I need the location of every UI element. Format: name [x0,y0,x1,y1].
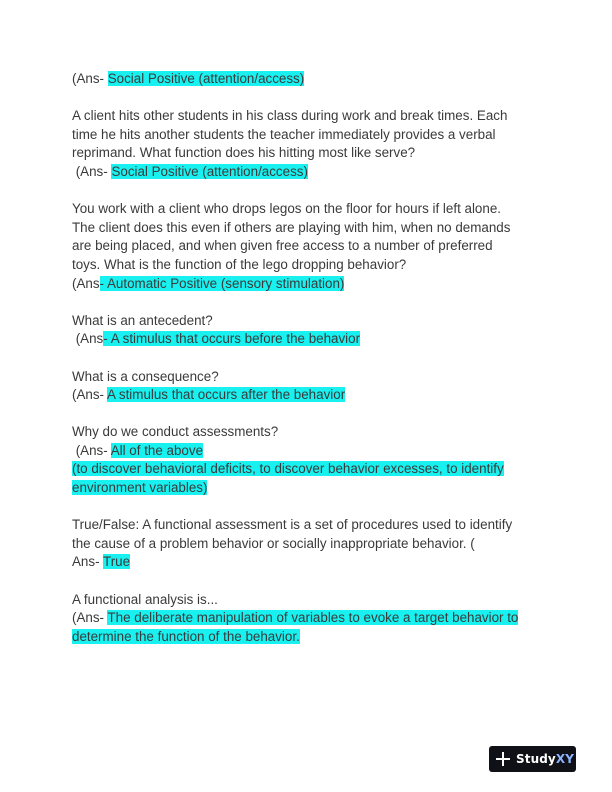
document-page [72,70,552,646]
question-line: Why do we conduct assessments? [72,424,279,440]
question-line: True/False: A functional assessment is a set of procedures used to identify [72,517,513,533]
answer-prefix: (Ans- [72,442,111,458]
answer-prefix: Ans- [72,554,104,570]
studyxy-logo[interactable] [489,746,576,772]
answer-prefix: (Ans- [72,71,108,86]
answer-highlight: (to discover behavioral deficits, to discover behavior excesses, to identify [72,461,504,477]
question-line: A client hits other students in his class during work and break times. Each [72,108,508,124]
answer-highlight: A stimulus that occurs after the behavior [106,387,346,403]
answer-highlight: True [103,554,131,570]
answer-line [72,479,552,498]
answer-line [72,609,552,628]
answer-line [72,386,552,405]
answer-highlight: The deliberate manipulation of variables to evoke a target behavior to [107,610,519,626]
question-line: What is a consequence? [72,368,219,384]
answer-line [72,628,552,647]
answer-highlight: - A stimulus that occurs before the behavior [103,331,361,347]
answer-line [72,275,552,294]
qa-block [72,200,552,293]
qa-block [72,107,552,181]
question-line: You work with a client who drops legos on the floor for hours if left alone. [72,201,501,217]
question-line: The client does this even if others are playing with him, when no demands [72,219,511,235]
question-line: toys. What is the function of the lego dropping behavior? [72,256,407,272]
answer-highlight: Social Positive (attention/access) [111,163,308,179]
question-line: are being placed, and when given free access to a number of preferred [72,238,493,254]
answer-prefix: (Ans- [72,610,108,626]
answer-highlight: All of the above [110,442,204,458]
answer-highlight: environment variables) [72,480,208,496]
qa-block [72,516,552,572]
answer-prefix: (Ans- [72,163,112,179]
answer-line [72,460,552,479]
answer-line [72,553,552,572]
answer-prefix: (Ans- [72,387,107,403]
answer-prefix: (Ans [72,331,104,347]
answer-highlight: - Automatic Positive (sensory stimulation) [99,275,345,291]
qa-block [72,70,552,89]
brand-name: StudyXY [516,752,574,766]
plus-icon [496,752,510,766]
qa-block [72,368,552,405]
question-line: the cause of a problem behavior or socially inappropriate behavior. ( [72,535,475,551]
question-line: A functional analysis is... [72,591,218,607]
answer-line [72,330,552,349]
answer-line [72,70,552,89]
answer-prefix: (Ans [72,275,100,291]
question-line: time he hits another students the teacher immediately provides a verbal [72,126,496,142]
answer-highlight: determine the function of the behavior. [72,628,300,644]
question-line: reprimand. What function does his hitting most like serve? [72,145,416,161]
qa-block [72,591,552,647]
question-line: What is an antecedent? [72,312,213,328]
answer-line [72,163,552,182]
qa-block [72,423,552,497]
answer-highlight: Social Positive (attention/access) [107,71,305,86]
qa-block [72,312,552,349]
answer-line [72,442,552,461]
